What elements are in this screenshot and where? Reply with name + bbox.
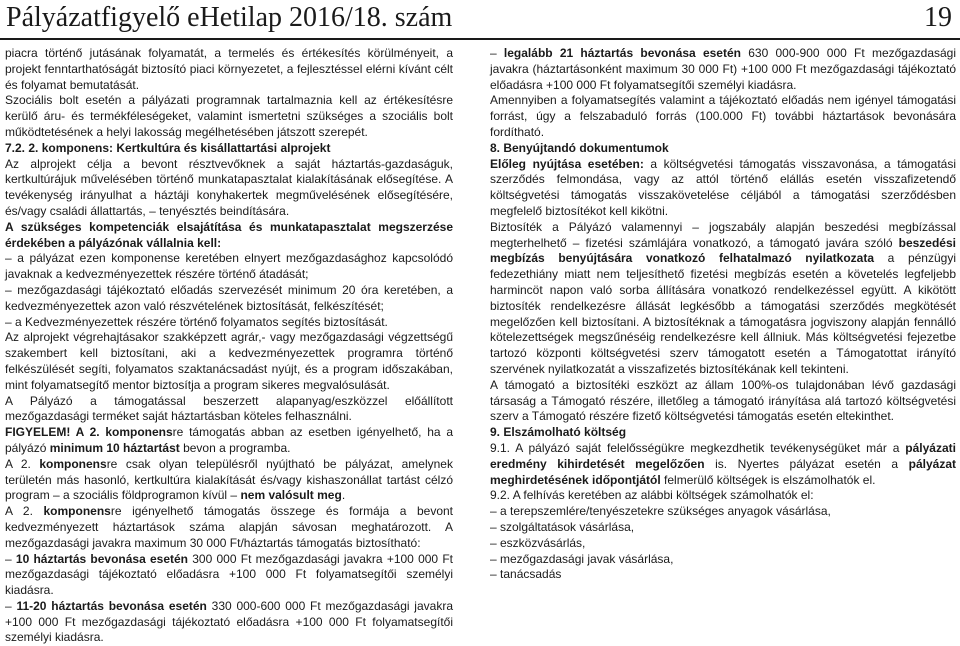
bold-paragraph: A szükséges kompetenciák elsajátítása és munkatapasztalat megszerzése érdekében a pályázónak vállalnia kell: [5, 219, 453, 250]
section-heading: 9. Elszámolható költség [490, 425, 627, 440]
paragraph: A Pályázó a támogatással beszerzett alapanyag/eszközzel előállított mezőgazdasági terméket saját háztartásban köteles felhasználni. [5, 393, 453, 424]
section-heading: 7.2. 2. komponens: Kertkultúra és kisállattartási alprojekt [5, 140, 331, 155]
text: 9.1. A pályázó saját felelősségükre megkezdhetik tevékenységüket már a [490, 440, 906, 455]
text: – [5, 551, 16, 566]
page-number: 19 [924, 2, 952, 33]
list-item: – szolgáltatások vásárlása, [490, 519, 635, 534]
text: felmerülő költségek is elszámolhatók el. [660, 472, 876, 487]
list-item: – a Kedvezményezettek részére történő folyamatos segítés biztosítását. [5, 314, 388, 329]
paragraph [490, 157, 956, 220]
publication-title: Pályázatfigyelő eHetilap 2016/18. szám [6, 2, 453, 33]
list-item: – a terepszemlére/tenyészetekre szükséges anyagok vásárlása, [490, 504, 831, 519]
text: Biztosíték a Pályázó valamennyi – jogszabály alapján beszedési megbízással megterhelhető – fizetési számlájára vonatkozó, a támogató javára szóló [490, 219, 956, 250]
warning-lead: FIGYELEM! A 2. [5, 425, 106, 440]
emphasis: 10 háztartás bevonása esetén [15, 551, 189, 566]
text: re támogatás abban az esetben igényelhető, ha a pályázó [5, 425, 453, 455]
paragraph [490, 441, 956, 488]
text: re igényelhető támogatás összege és formája a bevont kedvezményezett háztartások száma alapján sávosan meghatározott. A mezőgazdasági javakra maximum 30 000 Ft/háztartás támogatás biztosítható: [5, 504, 453, 550]
emphasis: pályázati eredmény kihirdetését megelőzően [490, 440, 956, 471]
left-column [5, 46, 453, 646]
list-item: – mezőgazdasági tájékoztató előadás szervezését minimum 20 óra keretében, a kedvezményezettek azon való részvételének biztosítását, felkészítését; [5, 282, 453, 313]
text: 330 000-600 000 Ft mezőgazdasági javakra +100 000 Ft mezőgazdasági tájékoztató előadásra +100 000 Ft folyamatsegítői személyi kiadásra. [5, 598, 453, 645]
paragraph: A támogató a biztosítéki eszközt az állam 100%-os tulajdonában lévő gazdasági társaság a Támogató részére, illetőleg a támogató irányítása alá tartozó költségvetési szerv a Támogató részére fizető költségvetési támogatás esetén eltekinthet. [490, 377, 956, 424]
text: . [341, 488, 346, 503]
emphasis: pályázat meghirdetésének időpontjától [490, 456, 956, 487]
right-column [490, 46, 956, 583]
list-item: – eszközvásárlás, [490, 535, 586, 550]
text: re csak olyan településről nyújtható be pályázat, amelynek területén más hasonló, kertkultúra kialakítását és/vagy kishaszonállat tartást célzó program – a szociális földprogramon kívül – [5, 456, 453, 503]
list-item [490, 46, 956, 93]
list-item: – tanácsadás [490, 567, 562, 582]
paragraph: Az alprojekt célja a bevont résztvevőknek a saját háztartás-gazdaságuk, kertkultúrájuk művelésében történő munkatapasztalat kialakításának elősegítése. A tevékenység irányulhat a háztáji konyhakertek megművelésének elősegítésére, és/vagy családi állattartás, – tenyésztés beindítására. [5, 156, 453, 218]
section-heading: 8. Benyújtandó dokumentumok [490, 140, 669, 155]
text: A 2. [5, 456, 40, 471]
emphasis: nem valósult meg [240, 488, 342, 503]
text: bevon a programba. [179, 440, 291, 455]
emphasis: 11-20 háztartás bevonása esetén [16, 598, 207, 613]
text: a költségvetési támogatás visszavonása, a támogatási szerződés felmondása, vagy az attól történő elállás esetén visszafizetendő költségvetési támogatás visszakövetelése céljából a támogatási szerződésben megfelelő biztosítékot kell kikötni. [490, 156, 956, 218]
list-item: – a pályázat ezen komponense keretében elnyert mezőgazdasághoz kapcsolódó javaknak a kedvezményezettek részére történő átadását; [5, 251, 453, 282]
paragraph: Amennyiben a folyamatsegítés valamint a tájékoztató előadás nem igényel támogatási forrást, úgy a felszabaduló forrás (100.000 Ft) további háztartások bevonására fordítható. [490, 93, 956, 139]
text: 300 000 Ft mezőgazdasági javakra +100 000 Ft mezőgazdasági tájékoztató előadásra +100 000 Ft folyamatsegítői személyi kiadásra. [5, 551, 453, 598]
text: A 2. [5, 504, 44, 519]
emphasis: Előleg nyújtása esetében: [490, 156, 644, 171]
emphasis: komponens [105, 425, 173, 440]
list-item [5, 599, 453, 646]
paragraph: 9.2. A felhívás keretében az alábbi költségek számolhatók el: [490, 488, 814, 503]
text: is. Nyertes pályázat esetén a [704, 456, 909, 471]
list-item [5, 552, 453, 599]
text: 630 000-900 000 Ft mezőgazdasági javakra (háztartásonként maximum 30 000 Ft) +100 000 Ft mezőgazdasági tájékoztató előadásra +100 000 Ft folyamatsegítői személyi kiadásra. [490, 46, 957, 92]
warning-paragraph [5, 425, 453, 457]
text: a pénzügyi fedezethiány miatt nem teljesíthető fizetési megbízás esetén a követelés legfeljebb harmincöt napon való sorba állítására vonatkozó rendelkezéssel együtt. A kikötött biztosíték rendelkezésre állását legkésőbb a támogatási szerződés megkötését megelőzően kell biztosítani. A biztosítéknak a támogatásra jogviszony alapján fennálló kötelezettségek megszűnéséig rendelkezésre kell állniuk. Más költségvetési fejezetbe tartozó központi költségvetési szerv támogatott esetén a Támogatottat irányító szervének nyilatkozatát a visszafizetés biztosítékának kell tekinteni. [490, 251, 956, 376]
paragraph [490, 220, 956, 378]
paragraph [5, 504, 453, 551]
emphasis: legalább 21 háztartás bevonása esetén [503, 46, 741, 60]
emphasis: komponens [39, 456, 107, 471]
emphasis: beszedési megbízás benyújtására vonatkozó felhatalmazó nyilatkozata [490, 235, 956, 266]
paragraph: Az alprojekt végrehajtásakor szakképzett agrár,- vagy mezőgazdasági végzettségű szakembert kell biztosítani, aki a kedvezményezettek programra történő felkészülését segíti, folyamatos szaktanácsadást nyújt, és a program időszakában, mint folyamatsegítő mentor biztosítja a program sikeres megvalósulását. [5, 330, 453, 392]
paragraph: Szociális bolt esetén a pályázati programnak tartalmaznia kell az értékesítésre kerülő áru- és termékféleségeket, valamint ismertetni szükséges a szociális bolt működtetésének a helyi lakosság megélhetésében játszott szerepét. [5, 93, 453, 139]
text: – [490, 46, 504, 60]
paragraph [5, 457, 453, 504]
list-item: – mezőgazdasági javak vásárlása, [490, 551, 674, 566]
emphasis: minimum 10 háztartást [49, 440, 180, 455]
emphasis: komponens [43, 504, 111, 519]
page-header [0, 0, 960, 40]
paragraph: piacra történő jutásának folyamatát, a termelés és értékesítés körülményeit, a projekt fenntarthatóságát biztosító piaci környezetet, a fejlesztéssel elérni kívánt célt és folyamat bemutatását. [5, 46, 453, 92]
text: – [5, 598, 17, 613]
